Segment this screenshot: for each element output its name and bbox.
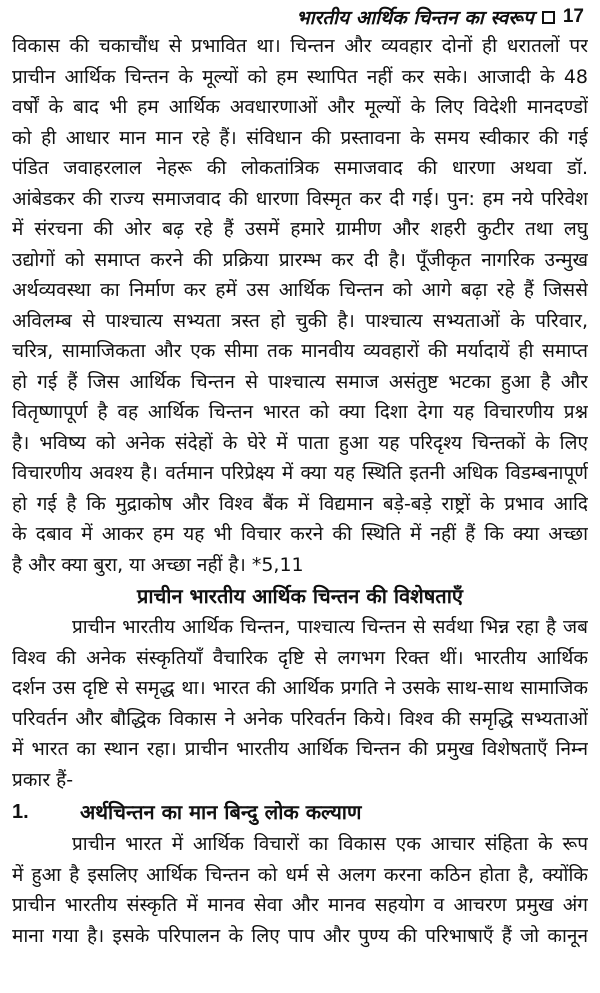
text-line: को ही आधार मान मान रहे हैं। संविधान की प्रस्तावना के समय स्वीकार की गई	[12, 126, 588, 149]
text-line: उद्योगों को समाप्त करने की प्रक्रिया प्रारम्भ कर दी है। पूँजीकृत नागरिक उन्मुख	[12, 248, 588, 271]
text-line: आंबेडकर की राज्य समाजवाद की धारणा विस्मृत कर दी गई। पुन: हम नये परिवेश	[12, 187, 588, 210]
item-number: 1.	[12, 801, 29, 823]
paragraph-2	[12, 612, 588, 795]
text-line: अविलम्ब से पाश्चात्य सभ्यता त्रस्त हो चुकी है। पाश्चात्य सभ्यताओं के परिवार,	[12, 309, 588, 332]
text-line: में भारत का स्थान रहा। प्राचीन भारतीय आर्थिक चिन्तन की प्रमुख विशेषताएँ निम्न	[12, 738, 588, 760]
text-line: प्राचीन भारतीय संस्कृति में मानव सेवा और मानव सहयोग व आचरण प्रमुख अंग	[12, 894, 588, 916]
square-bullet-icon	[542, 11, 555, 24]
section-heading: प्राचीन भारतीय आर्थिक चिन्तन की विशेषताएँ	[137, 584, 463, 608]
text-line: चरित्र, सामाजिकता और एक सीमा तक मानवीय व्यवहारों की मर्यादायें ही समाप्त	[12, 340, 588, 362]
text-line: प्राचीन भारत में आर्थिक विचारों का विकास एक आचार संहिता के रूप	[72, 833, 588, 855]
text-line: है। भविष्य को अनेक संदेहों के घेरे में पाता हुआ यह परिदृश्य चिन्तकों के लिए	[12, 431, 588, 454]
text-line: वितृष्णापूर्ण है वह आर्थिक चिन्तन भारत को क्या दिशा देगा यह विचारणीय प्रश्न	[12, 401, 588, 423]
text-line: माना गया है। इसके परिपालन के लिए पाप और पुण्य की परिभाषाएँ हैं जो कानून	[12, 924, 588, 947]
text-line: प्रकार हैं-	[12, 768, 74, 791]
text-line: दर्शन उस दृष्टि से समृद्ध था। भारत की आर्थिक प्रगति ने उसके साथ-साथ सामाजिक	[12, 677, 588, 699]
page-body	[12, 31, 588, 951]
item-title: अर्थचिन्तन का मान बिन्दु लोक कल्याण	[80, 800, 362, 824]
paragraph-1	[12, 31, 588, 580]
running-header	[296, 4, 584, 30]
text-line: अर्थव्यवस्था का निर्माण कर हमें उस आर्थिक चिन्तन को आगे बढ़ा रहे हैं जिससे	[12, 279, 588, 301]
list-item-heading	[12, 795, 588, 829]
text-line: प्राचीन भारतीय आर्थिक चिन्तन, पाश्चात्य चिन्तन से सर्वथा भिन्न रहा है जब	[72, 616, 588, 638]
text-line: में हुआ है इसलिए आर्थिक चिन्तन को धर्म से अलग करना कठिन होता है, क्योंकि	[12, 863, 588, 886]
text-line: विश्व की अनेक संस्कृतियाँ वैचारिक दृष्टि से लगभग रिक्त थीं। भारतीय आर्थिक	[12, 646, 588, 669]
paragraph-3	[12, 829, 588, 951]
text-line: हो गई है कि मुद्राकोष और विश्व बैंक में विद्यमान बड़े-बड़े राष्ट्रों के प्रभाव आदि	[12, 492, 588, 515]
header-title: भारतीय आर्थिक चिन्तन का स्वरूप	[296, 7, 534, 29]
text-line: हो गई हैं जिस आर्थिक चिन्तन से पाश्चात्य समाज असंतुष्ट भटका हुआ है और	[12, 370, 588, 393]
text-line: विकास की चकाचौंध से प्रभावित था। चिन्तन और व्यवहार दोनों ही धरातलों पर	[12, 35, 588, 57]
text-line: में संरचना की ओर बढ़ रहे हैं उसमें हमारे ग्रामीण और शहरी कुटीर तथा लघु	[12, 218, 588, 240]
text-line: है और क्या बुरा, या अच्छा नहीं है। *5,11	[12, 553, 304, 576]
text-line: के दबाव में आकर हम यह भी विचार करने की स्थिति में नहीं हैं कि क्या अच्छा	[12, 523, 588, 545]
text-line: परिवर्तन और बौद्धिक विकास ने अनेक परिवर्तन किये। विश्व की समृद्धि सभ्यताओं	[12, 707, 588, 730]
text-line: प्राचीन आर्थिक चिन्तन के मूल्यों को हम स्थापित नहीं कर सके। आजादी के 48	[12, 65, 588, 88]
text-line: पंडित जवाहरलाल नेहरू की लोकतांत्रिक समाजवाद की धारणा अथवा डॉ.	[12, 157, 588, 179]
text-line: विचारणीय अवश्य है। वर्तमान परिप्रेक्ष्य में क्या यह स्थिति इतनी अधिक विडम्बनापूर्ण	[12, 462, 588, 484]
page-number: 17	[562, 6, 584, 27]
text-line: वर्षों के बाद भी हम आर्थिक अवधारणाओं और मूल्यों के लिए विदेशी मानदण्डों	[12, 96, 588, 118]
